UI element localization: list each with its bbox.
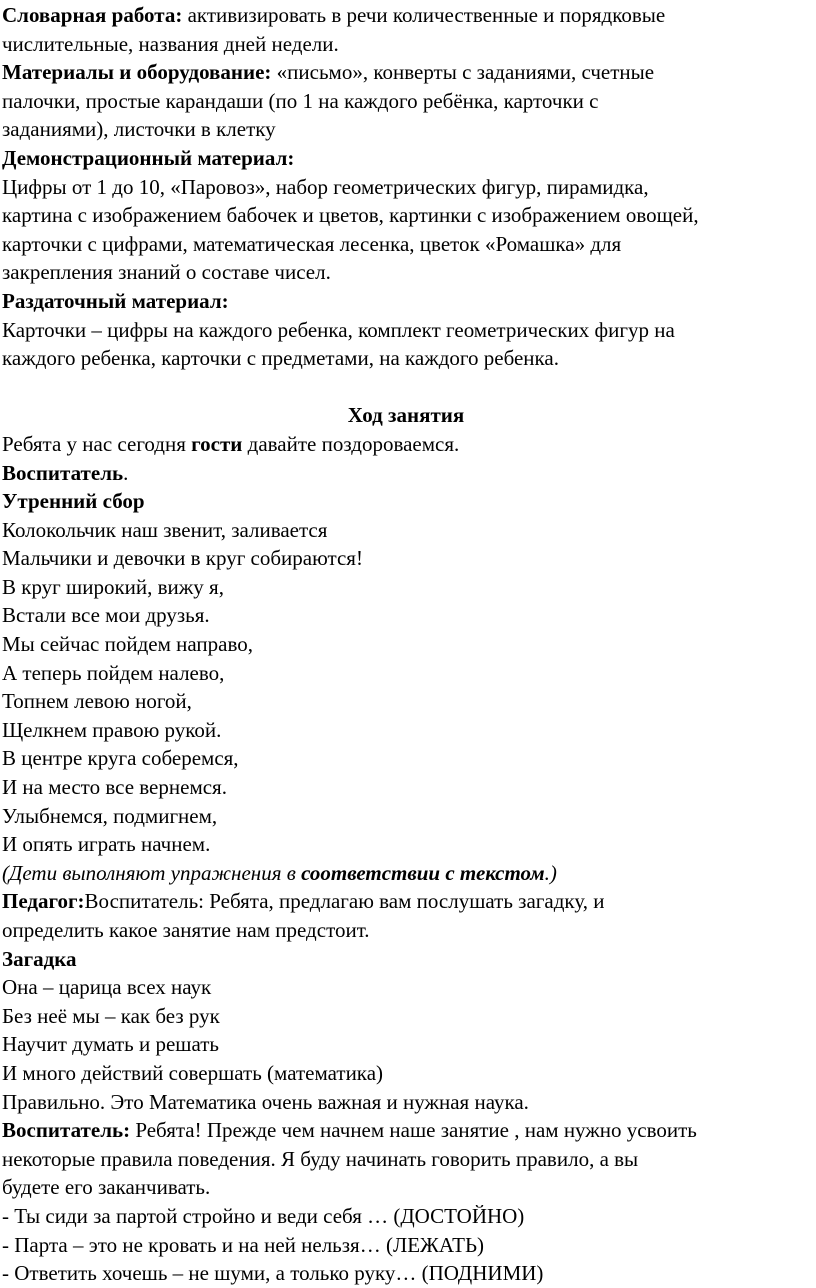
morning-label: Утренний сбор xyxy=(2,489,145,514)
rule-line: - Ты сиди за партой стройно и веди себя … (ДОСТОЙНО) xyxy=(2,1203,525,1228)
greeting-line: Ребята у нас сегодня гости давайте поздороваемся. xyxy=(2,431,460,456)
handout-line-1: Карточки – цифры на каждого ребенка, комплект геометрических фигур на xyxy=(2,317,675,342)
poem-line: Мальчики и девочки в круг собираются! xyxy=(2,546,363,571)
vocab-line-2: числительные, названия дней недели. xyxy=(2,31,339,56)
poem-line: Встали все мои друзья. xyxy=(2,603,210,628)
demo-line-2: картина с изображением бабочек и цветов, картинки с изображением овощей, xyxy=(2,203,699,228)
lesson-heading: Ход занятия xyxy=(347,403,465,428)
demo-line-3: карточки с цифрами, математическая лесенка, цветок «Ромашка» для xyxy=(2,231,622,256)
poem-line: В центре круга соберемся, xyxy=(2,746,239,771)
poem-line: И опять играть начнем. xyxy=(2,832,211,857)
poem-line: Улыбнемся, подмигнем, xyxy=(2,803,218,828)
vocab-label: Словарная работа: xyxy=(2,3,183,27)
poem-line: Колокольчик наш звенит, заливается xyxy=(2,517,328,542)
demo-line-1: Цифры от 1 до 10, «Паровоз», набор геометрических фигур, пирамидка, xyxy=(2,174,649,199)
handout-line-2: каждого ребенка, карточки с предметами, на каждого ребенка. xyxy=(2,346,559,371)
riddle-label: Загадка xyxy=(2,946,77,971)
poem-line: Щелкнем правою рукой. xyxy=(2,717,222,742)
materials-line-1: Материалы и оборудование: «письмо», конверты с заданиями, счетные xyxy=(2,60,655,85)
teacher-label-line: Воспитатель. xyxy=(2,460,129,485)
pedagog-line-2: определить какое занятие нам предстоит. xyxy=(2,918,370,942)
answer-line: Правильно. Это Математика очень важная и нужная наука. xyxy=(2,1089,529,1114)
riddle-line: Она – царица всех наук xyxy=(2,975,212,1000)
teacher2-line-1: Воспитатель: Ребята! Прежде чем начнем наше занятие , нам нужно усвоить xyxy=(2,1118,697,1143)
spacer xyxy=(2,373,810,402)
materials-line-3: заданиями), листочки в клетку xyxy=(2,117,276,142)
rule-line: - Ответить хочешь – не шуми, а только руку… (ПОДНИМИ) xyxy=(2,1261,544,1286)
demo-line-4: закрепления знаний о составе чисел. xyxy=(2,260,331,285)
poem-line: Топнем левою ногой, xyxy=(2,689,192,714)
riddle-line: Научит думать и решать xyxy=(2,1032,219,1057)
vocab-line-1: Словарная работа: активизировать в речи количественные и порядковые xyxy=(2,3,666,27)
poem-line: И на место все вернемся. xyxy=(2,775,227,800)
poem-line: Мы сейчас пойдем направо, xyxy=(2,632,254,657)
materials-line-2: палочки, простые карандаши (по 1 на каждого ребёнка, карточки с xyxy=(2,88,599,113)
riddle-line: Без неё мы – как без рук xyxy=(2,1003,220,1028)
exercise-note: (Дети выполняют упражнения в соответствии с текстом.) xyxy=(2,860,557,885)
pedagog-line-1: Педагог:Воспитатель: Ребята, предлагаю вам послушать загадку, и xyxy=(2,889,605,914)
handout-label: Раздаточный материал: xyxy=(2,288,229,313)
poem-line: В круг широкий, вижу я, xyxy=(2,574,224,599)
rule-line: - Парта – это не кровать и на ней нельзя… (ЛЕЖАТЬ) xyxy=(2,1232,485,1257)
teacher2-line-3: будете его заканчивать. xyxy=(2,1175,211,1200)
riddle-line: И много действий совершать (математика) xyxy=(2,1060,384,1085)
teacher2-line-2: некоторые правила поведения. Я буду начинать говорить правило, а вы xyxy=(2,1146,639,1171)
materials-label: Материалы и оборудование: xyxy=(2,60,272,85)
demo-label: Демонстрационный материал: xyxy=(2,145,295,170)
poem-line: А теперь пойдем налево, xyxy=(2,660,225,685)
